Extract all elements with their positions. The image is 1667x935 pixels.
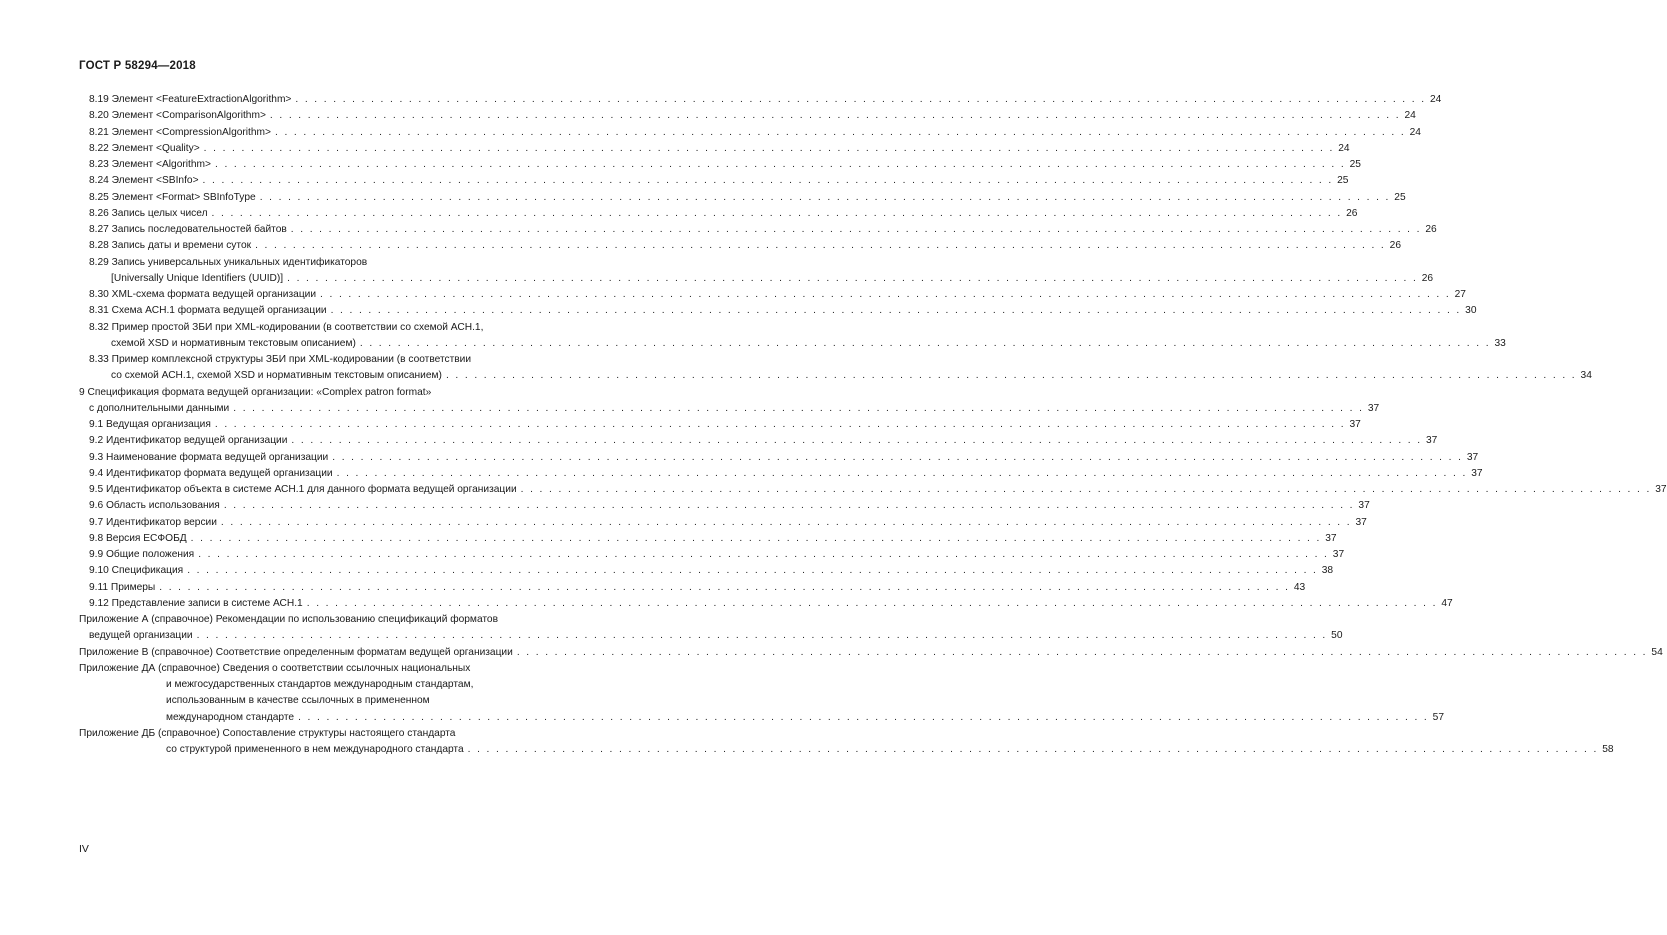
toc-entry[interactable] [0,206,1358,222]
toc-dot-leader: . . . . . . . . . . . . . . . . . . . . . . . . . . . . . . . . . . . . . . . . . . . . . . . . . . . . . . . . . . . . . . . . . . . . . . . . . . . . . . . . . . . . . . . . . . . . . . . . . . . . . . . . . . . . . . . . . . . . . . . . [295,94,1426,105]
toc-entry-title: 8.28 Запись даты и времени суток [89,240,252,252]
toc-entry-title: 9.9 Общие положения [89,549,195,560]
toc-dot-leader: . . . . . . . . . . . . . . . . . . . . . . . . . . . . . . . . . . . . . . . . . . . . . . . . . . . . . . . . . . . . . . . . . . . . . . . . . . . . . . . . . . . . . . . . . . . . . . . . . . . . . . . . . . . . . . . . . . . . . . . . [190,532,1322,544]
toc-entry-title: использованным в качестве ссылочных в примененном [166,695,430,707]
toc-entry-title: со структурой примененного в нем международного стандарта [166,744,464,755]
toc-dot-leader: . . . . . . . . . . . . . . . . . . . . . . . . . . . . . . . . . . . . . . . . . . . . . . . . . . . . . . . . . . . . . . . . . . . . . . . . . . . . . . . . . . . . . . . . . . . . . . . . . . . . . . . . . . . . . . . . . . . . . . . . [159,581,1290,593]
toc-dot-leader: . . . . . . . . . . . . . . . . . . . . . . . . . . . . . . . . . . . . . . . . . . . . . . . . . . . . . . . . . . . . . . . . . . . . . . . . . . . . . . . . . . . . . . . . . . . . . . . . . . . . . . . . . . . . . . . . . . . . . . . . [203,142,1335,154]
toc-dot-leader: . . . . . . . . . . . . . . . . . . . . . . . . . . . . . . . . . . . . . . . . . . . . . . . . . . . . . . . . . . . . . . . . . . . . . . . . . . . . . . . . . . . . . . . . . . . . . . . . . . . . . . . . . . . . . . . . . . . . . . . . [287,272,1418,284]
toc-page-number: 37 [1355,516,1367,528]
toc-entry-title: 9.1 Ведущая организация [89,419,211,430]
toc-entry-title: 9.10 Спецификация [89,565,184,577]
toc-entry-title: 8.24 Элемент <SBInfo> [89,175,199,187]
toc-entry-title: Приложение А (справочное) Рекомендации по использованию спецификаций форматов [79,614,499,625]
toc-entry[interactable] [0,645,1663,661]
toc-dot-leader: . . . . . . . . . . . . . . . . . . . . . . . . . . . . . . . . . . . . . . . . . . . . . . . . . . . . . . . . . . . . . . . . . . . . . . . . . . . . . . . . . . . . . . . . . . . . . . . . . . . . . . . . . . . . . . . . . . . . . . . . [306,597,1438,609]
toc-entry-title: 8.26 Запись целых чисел [89,207,208,219]
toc-entry[interactable] [0,222,1437,238]
toc-page-number: 38 [1321,565,1334,577]
toc-entry[interactable] [0,238,1401,254]
toc-page-number: 57 [1432,711,1445,723]
toc-page-number: 25 [1394,191,1406,203]
toc-page-number: 25 [1349,159,1361,170]
toc-dot-leader: . . . . . . . . . . . . . . . . . . . . . . . . . . . . . . . . . . . . . . . . . . . . . . . . . . . . . . . . . . . . . . . . . . . . . . . . . . . . . . . . . . . . . . . . . . . . . . . . . . . . . . . . . . . . . . . . . . . . . . . . [445,370,1577,382]
toc-entry-title: Приложение ДБ (справочное) Сопоставление структуры настоящего стандарта [79,727,456,739]
toc-dot-leader: . . . . . . . . . . . . . . . . . . . . . . . . . . . . . . . . . . . . . . . . . . . . . . . . . . . . . . . . . . . . . . . . . . . . . . . . . . . . . . . . . . . . . . . . . . . . . . . . . . . . . . . . . . . . . . . . . . . . . . . . [202,175,1334,187]
toc-entry[interactable] [0,563,1334,579]
toc-dot-leader: . . . . . . . . . . . . . . . . . . . . . . . . . . . . . . . . . . . . . . . . . . . . . . . . . . . . . . . . . . . . . . . . . . . . . . . . . . . . . . . . . . . . . . . . . . . . . . . . . . . . . . . . . . . . . . . . . . . . . . . . [198,549,1329,560]
toc-dot-leader: . . . . . . . . . . . . . . . . . . . . . . . . . . . . . . . . . . . . . . . . . . . . . . . . . . . . . . . . . . . . . . . . . . . . . . . . . . . . . . . . . . . . . . . . . . . . . . . . . . . . . . . . . . . . . . . . . . . . . . . . [275,126,1406,138]
toc-entry-title: 9.8 Версия ЕСФОБД [89,532,187,544]
toc-dot-leader: . . . . . . . . . . . . . . . . . . . . . . . . . . . . . . . . . . . . . . . . . . . . . . . . . . . . . . . . . . . . . . . . . . . . . . . . . . . . . . . . . . . . . . . . . . . . . . . . . . . . . . . . . . . . . . . . . . . . . . . . [269,110,1401,122]
toc-dot-leader: . . . . . . . . . . . . . . . . . . . . . . . . . . . . . . . . . . . . . . . . . . . . . . . . . . . . . . . . . . . . . . . . . . . . . . . . . . . . . . . . . . . . . . . . . . . . . . . . . . . . . . . . . . . . . . . . . . . . . . . . [259,191,1391,203]
toc-page-number: 37 [1426,435,1438,447]
toc-page-number: 37 [1471,467,1483,479]
toc-page-number: 50 [1331,630,1343,642]
toc-entry[interactable] [0,661,1445,726]
toc-entry[interactable] [0,287,1466,303]
toc-entry-title: схемой XSD и нормативным текстовым описанием) [111,337,356,349]
toc-entry-title: 9.4 Идентификатор формата ведущей организации [89,467,333,479]
toc-dot-leader: . . . . . . . . . . . . . . . . . . . . . . . . . . . . . . . . . . . . . . . . . . . . . . . . . . . . . . . . . . . . . . . . . . . . . . . . . . . . . . . . . . . . . . . . . . . . . . . . . . . . . . . . . . . . . . . . . . . . . . . . [320,289,1451,300]
toc-entry[interactable] [0,108,1416,124]
toc-entry[interactable] [0,125,1421,141]
toc-entry-title: и межгосударственных стандартов международным стандартам, [166,679,474,690]
toc-entry-title: 8.25 Элемент <Format> SBInfoType [89,191,256,203]
toc-entry-title: 8.30 XML-схема формата ведущей организации [89,289,317,300]
toc-entry-title: 9 Спецификация формата ведущей организации: «Complex patron format» [79,386,432,398]
toc-entry-title: 9.5 Идентификатор объекта в системе АСН.1 для данного формата ведущей организации [89,484,517,495]
toc-entry-title: со схемой АСН.1, схемой XSD и нормативным текстовым описанием) [111,370,442,382]
toc-dot-leader: . . . . . . . . . . . . . . . . . . . . . . . . . . . . . . . . . . . . . . . . . . . . . . . . . . . . . . . . . . . . . . . . . . . . . . . . . . . . . . . . . . . . . . . . . . . . . . . . . . . . . . . . . . . . . . . . . . . . . . . . [516,646,1648,658]
toc-entry-title: Приложение ДА (справочное) Сведения о соответствии ссылочных национальных [79,662,471,674]
toc-entry[interactable] [0,612,1343,645]
toc-entry[interactable] [0,303,1477,319]
toc-page-number: 30 [1465,305,1477,317]
toc-dot-leader: . . . . . . . . . . . . . . . . . . . . . . . . . . . . . . . . . . . . . . . . . . . . . . . . . . . . . . . . . . . . . . . . . . . . . . . . . . . . . . . . . . . . . . . . . . . . . . . . . . . . . . . . . . . . . . . . . . . . . . . . [211,207,1343,219]
toc-page-number: 26 [1421,272,1434,284]
toc-entry[interactable] [0,466,1483,482]
toc-dot-leader: . . . . . . . . . . . . . . . . . . . . . . . . . . . . . . . . . . . . . . . . . . . . . . . . . . . . . . . . . . . . . . . . . . . . . . . . . . . . . . . . . . . . . . . . . . . . . . . . . . . . . . . . . . . . . . . . . . . . . . . . [291,435,1422,447]
toc-entry-title: 8.21 Элемент <CompressionAlgorithm> [89,126,271,138]
toc-entry-title: 8.33 Пример комплексной структуры ЗБИ при XML-кодировании (в соответствии [89,354,472,365]
toc-dot-leader: . . . . . . . . . . . . . . . . . . . . . . . . . . . . . . . . . . . . . . . . . . . . . . . . . . . . . . . . . . . . . . . . . . . . . . . . . . . . . . . . . . . . . . . . . . . . . . . . . . . . . . . . . . . . . . . . . . . . . . . . [467,744,1599,755]
toc-page-number: 37 [1466,451,1479,463]
toc-page-number: 37 [1349,419,1361,430]
toc-entry[interactable] [0,531,1337,547]
toc-page-number: 37 [1325,532,1337,544]
toc-entry[interactable] [0,580,1306,596]
toc-dot-leader: . . . . . . . . . . . . . . . . . . . . . . . . . . . . . . . . . . . . . . . . . . . . . . . . . . . . . . . . . . . . . . . . . . . . . . . . . . . . . . . . . . . . . . . . . . . . . . . . . . . . . . . . . . . . . . . . . . . . . . . . [233,402,1364,414]
toc-entry[interactable] [0,547,1345,563]
toc-dot-leader: . . . . . . . . . . . . . . . . . . . . . . . . . . . . . . . . . . . . . . . . . . . . . . . . . . . . . . . . . . . . . . . . . . . . . . . . . . . . . . . . . . . . . . . . . . . . . . . . . . . . . . . . . . . . . . . . . . . . . . . . [332,451,1463,463]
toc-dot-leader: . . . . . . . . . . . . . . . . . . . . . . . . . . . . . . . . . . . . . . . . . . . . . . . . . . . . . . . . . . . . . . . . . . . . . . . . . . . . . . . . . . . . . . . . . . . . . . . . . . . . . . . . . . . . . . . . . . . . . . . . [214,159,1346,170]
toc-page-number: 24 [1404,110,1416,122]
table-of-contents [0,92,1667,758]
toc-dot-leader: . . . . . . . . . . . . . . . . . . . . . . . . . . . . . . . . . . . . . . . . . . . . . . . . . . . . . . . . . . . . . . . . . . . . . . . . . . . . . . . . . . . . . . . . . . . . . . . . . . . . . . . . . . . . . . . . . . . . . . . . [290,224,1422,235]
toc-entry-title: 8.29 Запись универсальных уникальных идентификаторов [89,256,368,268]
toc-page-number: 34 [1580,370,1592,382]
toc-page-number: 33 [1494,337,1506,349]
toc-entry[interactable] [0,173,1349,189]
toc-entry-title: 8.22 Элемент <Quality> [89,142,200,154]
toc-page-number: 26 [1346,207,1358,219]
document-header: ГОСТ Р 58294—2018 [79,60,196,72]
toc-entry[interactable] [0,726,1614,759]
toc-entry-title: 9.3 Наименование формата ведущей организации [89,451,329,463]
toc-entry-title: международном стандарте [166,711,295,723]
toc-entry[interactable] [0,157,1361,173]
toc-entry[interactable] [0,498,1370,514]
toc-page-number: 24 [1429,94,1442,105]
toc-entry[interactable] [0,385,1380,418]
toc-dot-leader: . . . . . . . . . . . . . . . . . . . . . . . . . . . . . . . . . . . . . . . . . . . . . . . . . . . . . . . . . . . . . . . . . . . . . . . . . . . . . . . . . . . . . . . . . . . . . . . . . . . . . . . . . . . . . . . . . . . . . . . . [255,240,1386,252]
toc-page-number: 25 [1337,175,1349,187]
toc-page-number: 43 [1293,581,1306,593]
toc-entry-title: [Universally Unique Identifiers (UUID)] [111,272,284,284]
toc-entry[interactable] [0,92,1442,108]
toc-dot-leader: . . . . . . . . . . . . . . . . . . . . . . . . . . . . . . . . . . . . . . . . . . . . . . . . . . . . . . . . . . . . . . . . . . . . . . . . . . . . . . . . . . . . . . . . . . . . . . . . . . . . . . . . . . . . . . . . . . . . . . . . [220,516,1352,528]
toc-entry[interactable] [0,433,1438,449]
toc-entry[interactable] [0,450,1479,466]
toc-entry-title: 8.32 Пример простой ЗБИ при XML-кодировании (в соответствии со схемой АСН.1, [89,321,484,333]
toc-dot-leader: . . . . . . . . . . . . . . . . . . . . . . . . . . . . . . . . . . . . . . . . . . . . . . . . . . . . . . . . . . . . . . . . . . . . . . . . . . . . . . . . . . . . . . . . . . . . . . . . . . . . . . . . . . . . . . . . . . . . . . . . [298,711,1429,723]
toc-page-number: 27 [1454,289,1466,300]
toc-entry[interactable] [0,141,1350,157]
toc-entry[interactable] [0,352,1592,385]
toc-entry-title: 8.19 Элемент <FeatureExtractionAlgorithm> [89,94,292,105]
toc-page-number: 37 [1358,500,1370,512]
toc-entry-title: Приложение В (справочное) Соответствие определенным форматам ведущей организации [79,646,513,658]
toc-dot-leader: . . . . . . . . . . . . . . . . . . . . . . . . . . . . . . . . . . . . . . . . . . . . . . . . . . . . . . . . . . . . . . . . . . . . . . . . . . . . . . . . . . . . . . . . . . . . . . . . . . . . . . . . . . . . . . . . . . . . . . . . [359,337,1491,349]
toc-page-number: 58 [1602,744,1614,755]
toc-entry-title: 9.12 Представление записи в системе АСН.1 [89,597,303,609]
toc-entry-title: 8.23 Элемент <Algorithm> [89,159,211,170]
page-number: IV [79,843,89,855]
toc-dot-leader: . . . . . . . . . . . . . . . . . . . . . . . . . . . . . . . . . . . . . . . . . . . . . . . . . . . . . . . . . . . . . . . . . . . . . . . . . . . . . . . . . . . . . . . . . . . . . . . . . . . . . . . . . . . . . . . . . . . . . . . . [214,419,1346,430]
toc-dot-leader: . . . . . . . . . . . . . . . . . . . . . . . . . . . . . . . . . . . . . . . . . . . . . . . . . . . . . . . . . . . . . . . . . . . . . . . . . . . . . . . . . . . . . . . . . . . . . . . . . . . . . . . . . . . . . . . . . . . . . . . . [187,565,1318,577]
toc-page-number: 26 [1425,224,1437,235]
toc-entry-title: 8.27 Запись последовательностей байтов [89,224,287,235]
toc-dot-leader: . . . . . . . . . . . . . . . . . . . . . . . . . . . . . . . . . . . . . . . . . . . . . . . . . . . . . . . . . . . . . . . . . . . . . . . . . . . . . . . . . . . . . . . . . . . . . . . . . . . . . . . . . . . . . . . . . . . . . . . . [223,500,1355,512]
toc-dot-leader: . . . . . . . . . . . . . . . . . . . . . . . . . . . . . . . . . . . . . . . . . . . . . . . . . . . . . . . . . . . . . . . . . . . . . . . . . . . . . . . . . . . . . . . . . . . . . . . . . . . . . . . . . . . . . . . . . . . . . . . . [520,484,1652,495]
toc-entry-title: 9.7 Идентификатор версии [89,516,217,528]
toc-dot-leader: . . . . . . . . . . . . . . . . . . . . . . . . . . . . . . . . . . . . . . . . . . . . . . . . . . . . . . . . . . . . . . . . . . . . . . . . . . . . . . . . . . . . . . . . . . . . . . . . . . . . . . . . . . . . . . . . . . . . . . . . [336,467,1468,479]
toc-entry[interactable] [0,417,1361,433]
toc-entry[interactable] [0,596,1453,612]
toc-entry-title: ведущей организации [89,630,193,642]
toc-page-number: 24 [1409,126,1421,138]
toc-entry[interactable] [0,255,1434,288]
toc-page-number: 26 [1389,240,1401,252]
toc-page-number: 54 [1651,646,1663,658]
toc-page-number: 37 [1332,549,1345,560]
toc-page-number: 37 [1655,484,1667,495]
toc-page-number: 47 [1441,597,1453,609]
toc-page-number: 37 [1367,402,1380,414]
toc-dot-leader: . . . . . . . . . . . . . . . . . . . . . . . . . . . . . . . . . . . . . . . . . . . . . . . . . . . . . . . . . . . . . . . . . . . . . . . . . . . . . . . . . . . . . . . . . . . . . . . . . . . . . . . . . . . . . . . . . . . . . . . . [330,305,1462,317]
toc-entry[interactable] [0,190,1406,206]
toc-entry-title: 9.6 Область использования [89,500,220,512]
toc-entry[interactable] [0,515,1367,531]
toc-dot-leader: . . . . . . . . . . . . . . . . . . . . . . . . . . . . . . . . . . . . . . . . . . . . . . . . . . . . . . . . . . . . . . . . . . . . . . . . . . . . . . . . . . . . . . . . . . . . . . . . . . . . . . . . . . . . . . . . . . . . . . . . [196,630,1328,642]
toc-entry[interactable] [0,482,1667,498]
toc-entry-title: 8.31 Схема АСН.1 формата ведущей организации [89,305,327,317]
toc-entry-title: 9.2 Идентификатор ведущей организации [89,435,288,447]
toc-entry-title: с дополнительными данными [89,402,230,414]
toc-page-number: 24 [1338,142,1350,154]
toc-entry-title: 8.20 Элемент <ComparisonAlgorithm> [89,110,266,122]
toc-entry-title: 9.11 Примеры [89,581,156,593]
toc-entry[interactable] [0,320,1506,353]
